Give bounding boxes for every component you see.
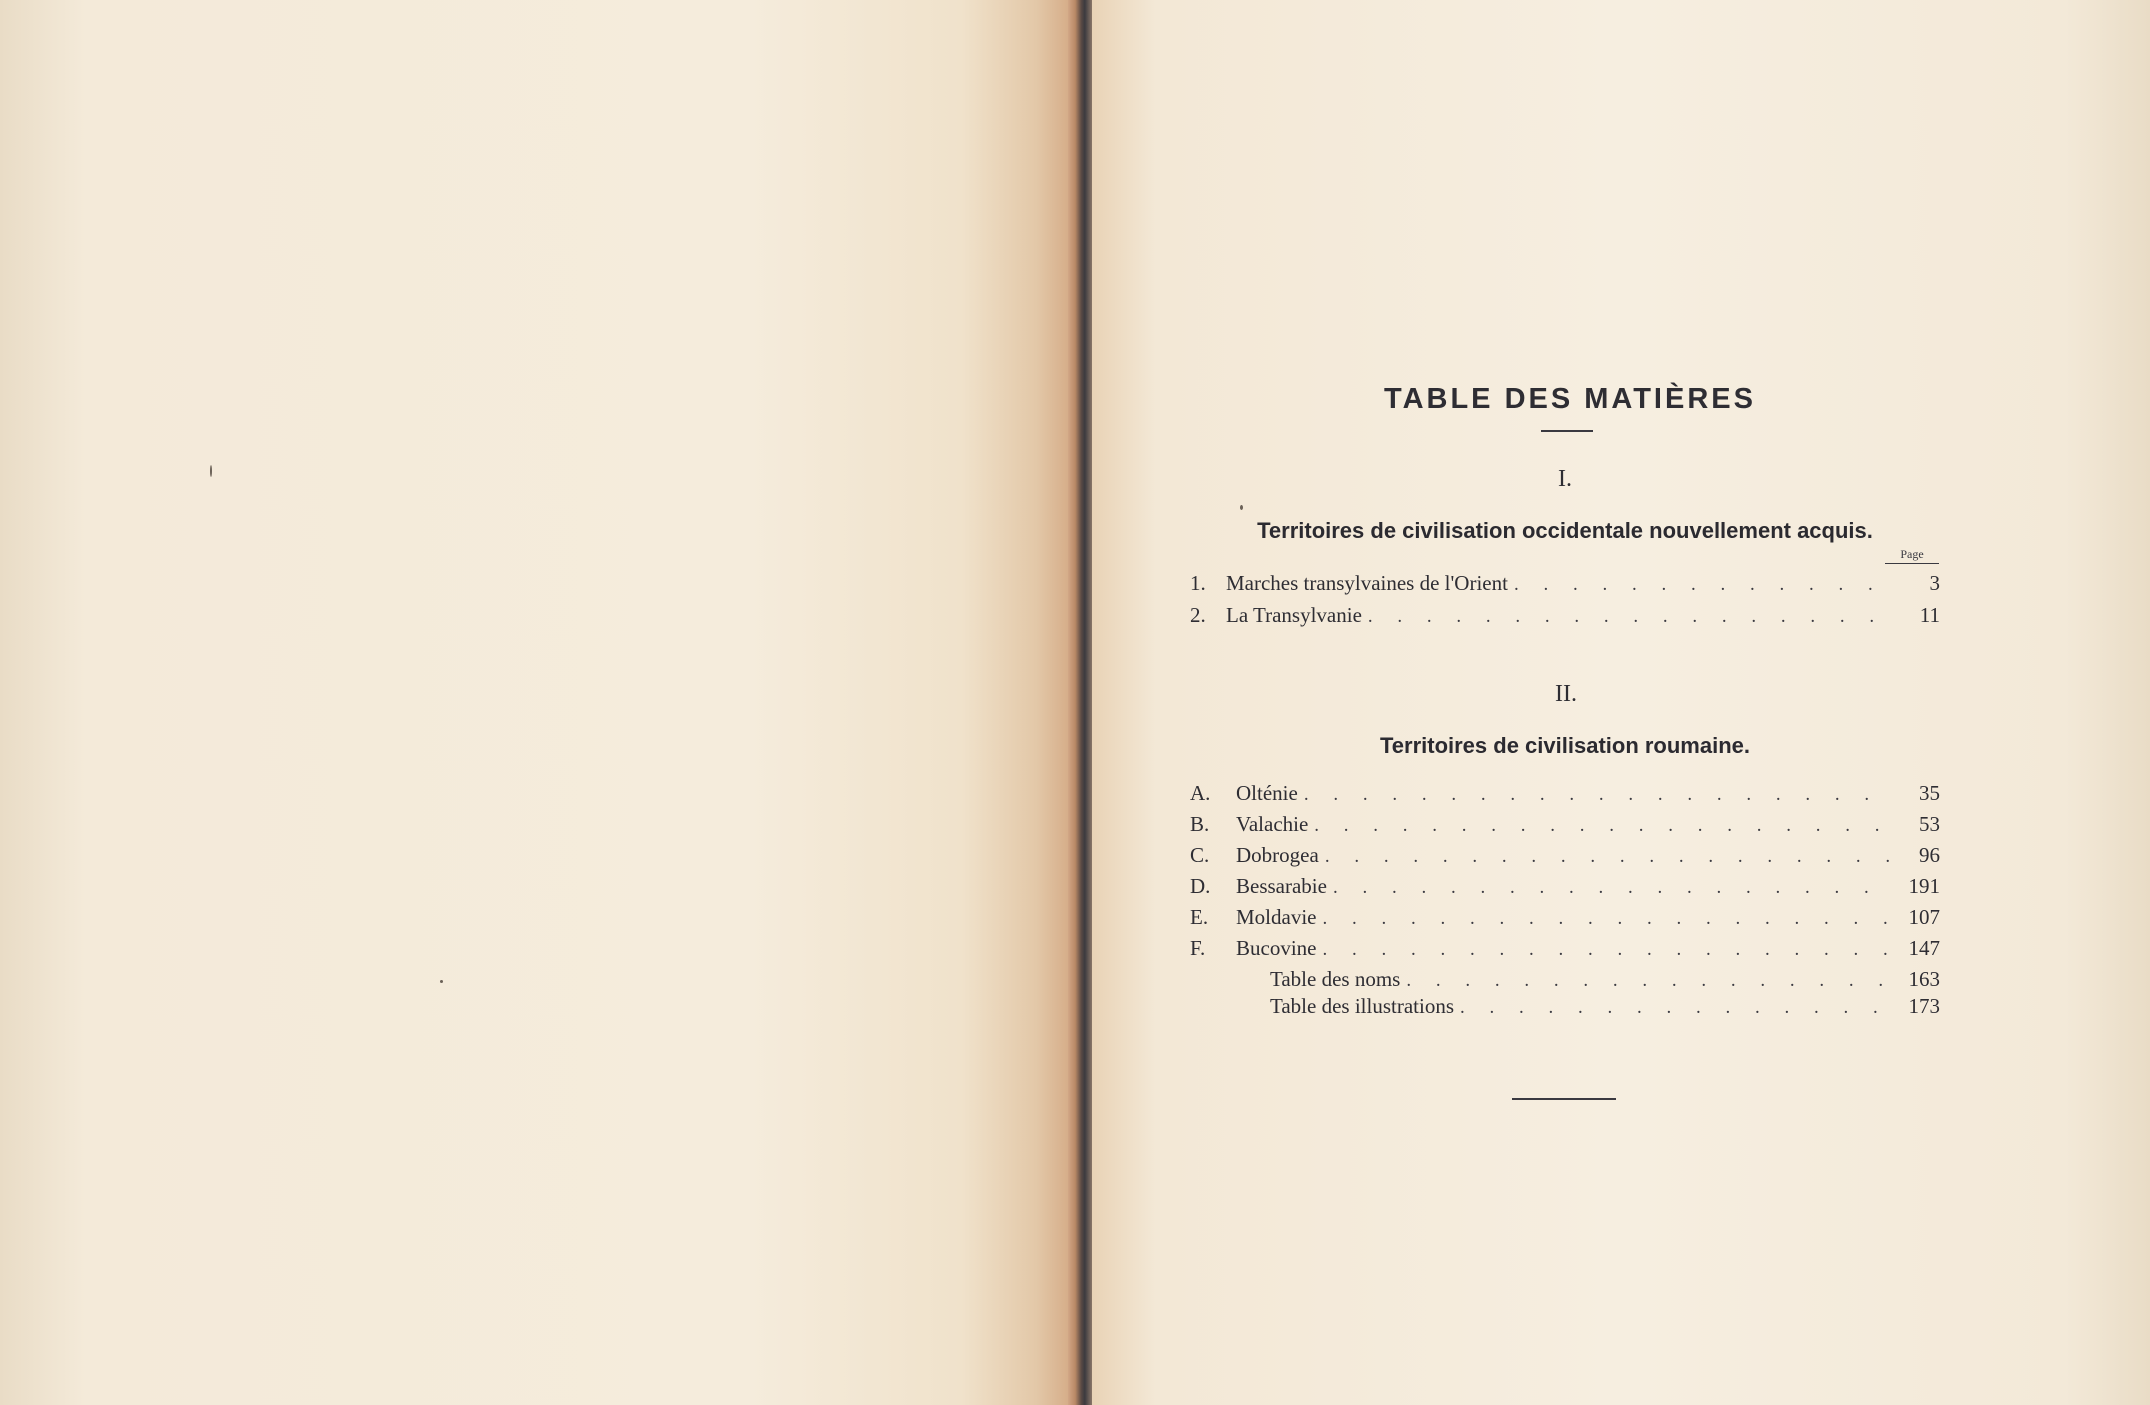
toc-entry[interactable] xyxy=(1190,905,1940,935)
entry-number: 1. xyxy=(1190,571,1206,595)
entry-letter: C. xyxy=(1190,843,1210,867)
dot-leader xyxy=(1514,574,1890,596)
closing-rule xyxy=(1512,1098,1616,1100)
entry-page-number: 96 xyxy=(1919,843,1940,867)
toc-title: TABLE DES MATIÈRES xyxy=(1384,383,1756,415)
dot-leader xyxy=(1325,846,1890,868)
part-two-heading: Territoires de civilisation roumaine. xyxy=(1379,733,1751,758)
entry-page-number: 107 xyxy=(1908,905,1940,929)
title-underline xyxy=(1541,430,1593,432)
paper-speck xyxy=(440,980,443,983)
left-page-blank xyxy=(0,0,1068,1405)
entry-number: 2. xyxy=(1190,603,1206,627)
toc-entry[interactable] xyxy=(1190,874,1940,904)
entry-page-number: 173 xyxy=(1908,994,1940,1018)
page-column-label: Page xyxy=(1885,547,1939,564)
entry-label: Bucovine xyxy=(1236,936,1317,960)
toc-entry[interactable] xyxy=(1190,843,1940,873)
entry-page-number: 3 xyxy=(1929,571,1940,595)
toc-entry[interactable] xyxy=(1190,994,1940,1024)
dot-leader xyxy=(1406,970,1890,992)
entry-page-number: 35 xyxy=(1919,781,1940,805)
entry-letter: B. xyxy=(1190,812,1210,836)
dot-leader xyxy=(1322,939,1890,961)
entry-page-number: 147 xyxy=(1908,936,1940,960)
toc-entry[interactable] xyxy=(1190,571,1940,601)
dot-leader xyxy=(1304,784,1890,806)
entry-label: Olténie xyxy=(1236,781,1298,805)
paper-speck xyxy=(1240,505,1243,510)
part-two-numeral: II. xyxy=(1555,681,1577,707)
entry-letter: D. xyxy=(1190,874,1211,898)
dot-leader xyxy=(1460,997,1890,1019)
toc-entry[interactable] xyxy=(1190,603,1940,633)
entry-label: Valachie xyxy=(1236,812,1309,836)
dot-leader xyxy=(1314,815,1890,837)
entry-letter: F. xyxy=(1190,936,1206,960)
paper-speck xyxy=(210,465,212,477)
entry-page-number: 11 xyxy=(1919,603,1940,627)
dot-leader xyxy=(1368,606,1890,628)
toc-entry[interactable] xyxy=(1190,967,1940,997)
entry-label: Table des noms xyxy=(1270,967,1401,991)
entry-label: Table des illustrations xyxy=(1270,994,1454,1018)
entry-label: Dobrogea xyxy=(1236,843,1319,867)
toc-entry[interactable] xyxy=(1190,812,1940,842)
dot-leader xyxy=(1322,908,1890,930)
entry-page-number: 163 xyxy=(1908,967,1940,991)
entry-letter: E. xyxy=(1190,905,1209,929)
book-gutter xyxy=(1068,0,1092,1405)
toc-entry[interactable] xyxy=(1190,781,1940,811)
part-one-heading: Territoires de civilisation occidentale nouvellement acquis. xyxy=(1257,518,1873,543)
entry-label: Marches transylvaines de l'Orient xyxy=(1226,571,1508,595)
part-one-numeral: I. xyxy=(1558,466,1572,492)
dot-leader xyxy=(1333,877,1890,899)
toc-entry[interactable] xyxy=(1190,936,1940,966)
entry-page-number: 53 xyxy=(1919,812,1940,836)
entry-page-number: 191 xyxy=(1908,874,1940,898)
entry-label: Moldavie xyxy=(1236,905,1317,929)
entry-label: Bessarabie xyxy=(1236,874,1327,898)
entry-label: La Transylvanie xyxy=(1226,603,1362,627)
entry-letter: A. xyxy=(1190,781,1211,805)
